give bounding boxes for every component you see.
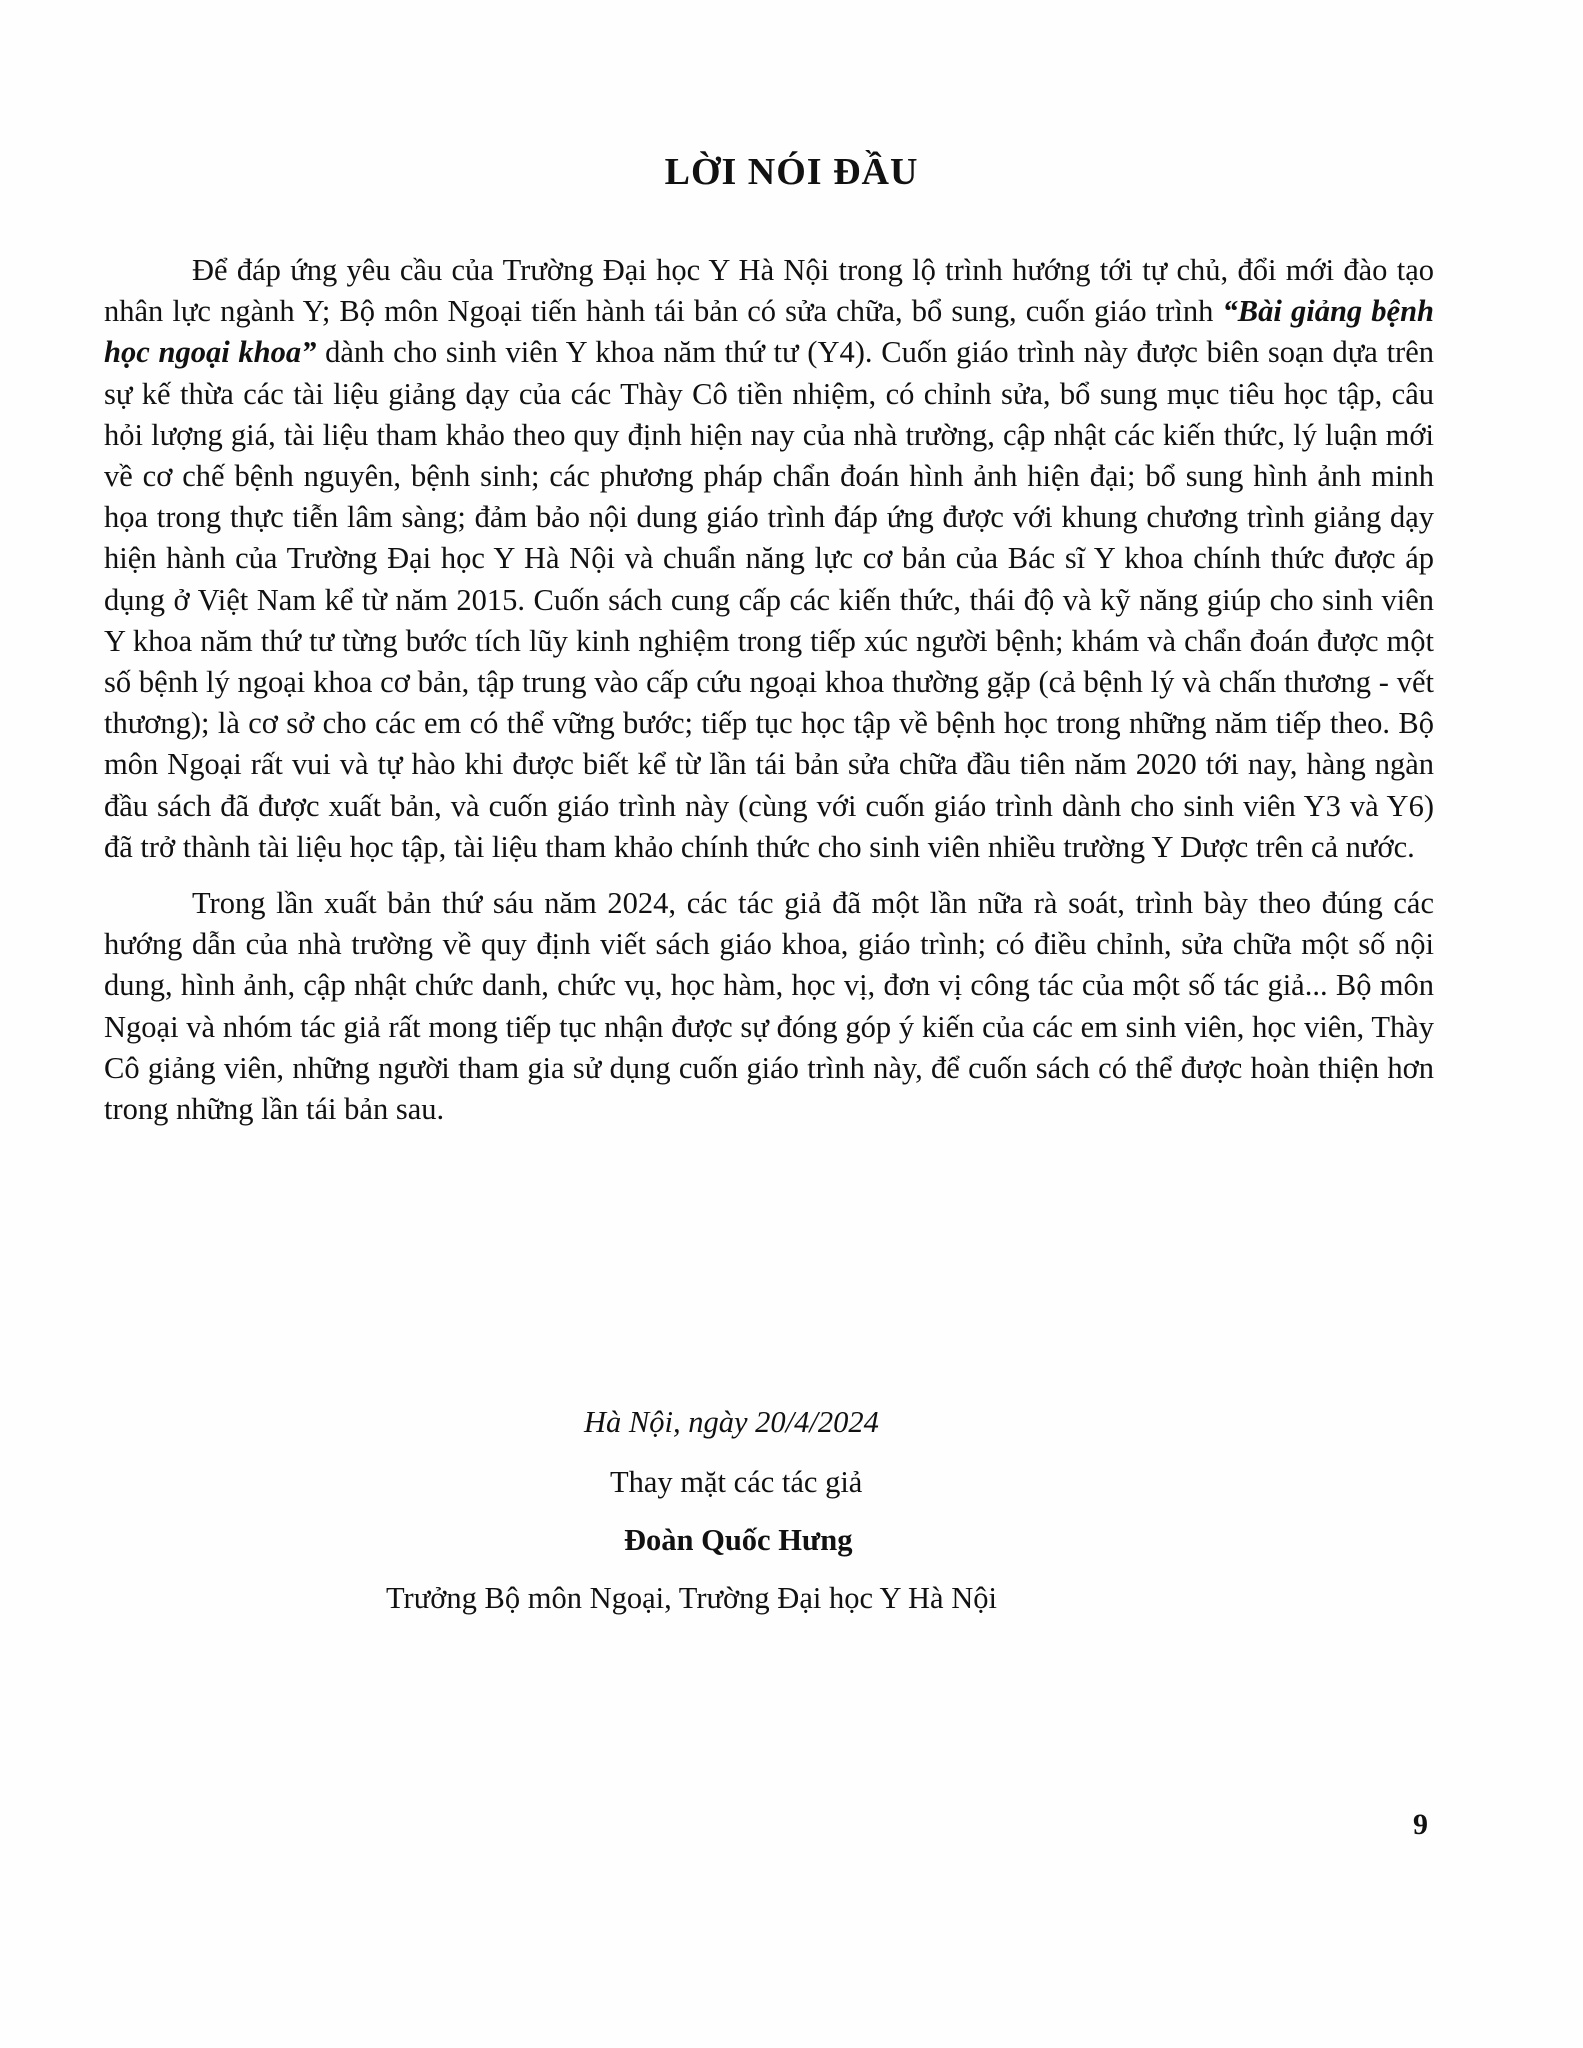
page-number: 9	[1413, 1808, 1428, 1841]
signature-place-date: Hà Nội, ngày 20/4/2024	[584, 1405, 879, 1439]
paragraph-2: Trong lần xuất bản thứ sáu năm 2024, các tác giả đã một lần nữa rà soát, trình bày theo đúng các hướng dẫn của nhà trường về quy định viết sách giáo khoa, giáo trình; có điều chỉnh, sửa chữa một số nội dung, hình ảnh, cập nhật chức danh, chức vụ, học hàm, học vị, đơn vị công tác của một số tác giả... Bộ môn Ngoại và nhóm tác giả rất mong tiếp tục nhận được sự đóng góp ý kiến của các em sinh viên, học viên, Thày Cô giảng viên, những người tham gia sử dụng cuốn giáo trình này, để cuốn sách có thể được hoàn thiện hơn trong những lần tái bản sau.	[104, 886, 1434, 1127]
book-title: “Bài giảng bệnh học ngoại khoa”	[104, 294, 1435, 370]
signature-on-behalf: Thay mặt các tác giả	[610, 1465, 863, 1499]
paragraph-1-part-1: Để đáp ứng yêu cầu của Trường Đại học Y Hà Nội trong lộ trình hướng tới tự chủ, đổi mới đào tạo nhân lực ngành Y; Bộ môn Ngoại tiến hành tái bản có sửa chữa, bổ sung, cuốn giáo trình	[104, 253, 1434, 329]
signature-position: Trưởng Bộ môn Ngoại, Trường Đại học Y Hà Nội	[386, 1581, 997, 1615]
preface-body	[104, 250, 1434, 1145]
paragraph-1-part-2: dành cho sinh viên Y khoa năm thứ tư (Y4). Cuốn giáo trình này được biên soạn dựa trên sự kế thừa các tài liệu giảng dạy của các Thày Cô tiền nhiệm, có chỉnh sửa, bổ sung mục tiêu học tập, câu hỏi lượng giá, tài liệu tham khảo theo quy định hiện nay của nhà trường, cập nhật các kiến thức, lý luận mới về cơ chế bệnh nguyên, bệnh sinh; các phương pháp chẩn đoán hình ảnh hiện đại; bổ sung hình ảnh minh họa trong thực tiễn lâm sàng; đảm bảo nội dung giáo trình đáp ứng được với khung chương trình giảng dạy hiện hành của Trường Đại học Y Hà Nội và chuẩn năng lực cơ bản của Bác sĩ Y khoa chính thức được áp dụng ở Việt Nam kể từ năm 2015. Cuốn sách cung cấp các kiến thức, thái độ và kỹ năng giúp cho sinh viên Y khoa năm thứ tư từng bước tích lũy kinh nghiệm trong tiếp xúc người bệnh; khám và chẩn đoán được một số bệnh lý ngoại khoa cơ bản, tập trung vào cấp cứu ngoại khoa thường gặp (cả bệnh lý và chấn thương - vết thương); là cơ sở cho các em có thể vững bước; tiếp tục học tập về bệnh học trong những năm tiếp theo. Bộ môn Ngoại rất vui và tự hào khi được biết kể từ lần tái bản sửa chữa đầu tiên năm 2020 tới nay, hàng ngàn đầu sách đã được xuất bản, và cuốn giáo trình này (cùng với cuốn giáo trình dành cho sinh viên Y3 và Y6) đã trở thành tài liệu học tập, tài liệu tham khảo chính thức cho sinh viên nhiều trường Y Dược trên cả nước.	[104, 335, 1435, 864]
paragraph-1	[104, 250, 1434, 868]
page-title: LỜI NÓI ĐẦU	[664, 151, 919, 193]
signature-name: Đoàn Quốc Hưng	[624, 1523, 853, 1557]
